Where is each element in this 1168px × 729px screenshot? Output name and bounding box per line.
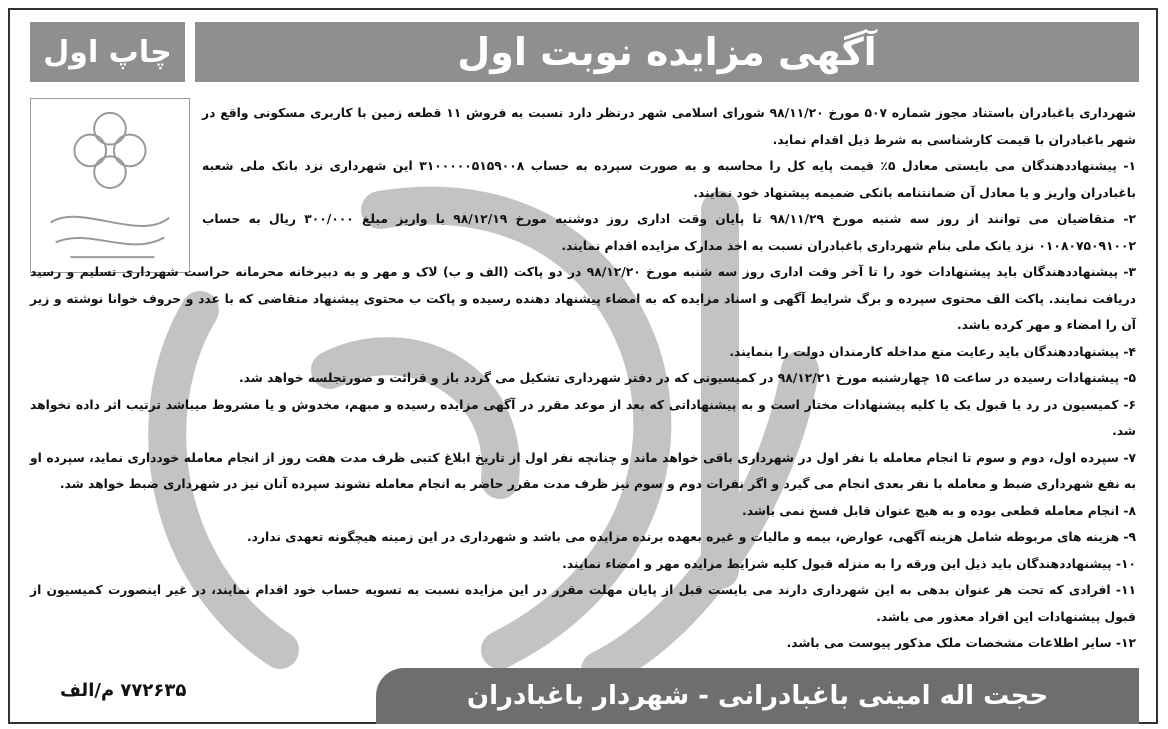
- intro-paragraph: شهرداری باغبادران باستناد مجوز شماره ۵۰۷ مورخ ۹۸/۱۱/۲۰ شورای اسلامی شهر درنظر دارد نسبت به فروش ۱۱ قطعه زمین با کاربری مسکونی واقع در شهر باغبادران با قیمت کارشناسی به شرط ذیل اقدام نماید.: [202, 106, 1136, 147]
- headline: آگهی مزایده نوبت اول: [457, 30, 877, 74]
- condition-11: ۱۱- افرادی که تحت هر عنوان بدهی به این شهرداری دارند می بایست قبل از پایان مهلت مقرر در این مزایده نسبت به تسویه حساب خود اقدام نمایند، در غیر اینصورت کمیسیون از قبول پیشنهادات این افراد معذور می باشد.: [30, 583, 1136, 624]
- condition-3: ۳- پیشنهاددهندگان باید پیشنهادات خود را تا آخر وقت اداری روز سه شنبه مورخ ۹۸/۱۲/۲۰ در دو پاکت (الف و ب) لاک و مهر و به دبیرخانه محرمانه حراست شهرداری تسلیم و رسید دریافت نمایند. پاکت الف محتوی سپرده و برگ شرایط آگهی و اسناد مزایده که به امضاء پیشنهاد دهنده رسیده و پاکت ب محتوی پیشنهاد متقاضی که با عدد و حروف خوانا نوشته و زیر آن را امضاء و مهر کرده باشد.: [30, 265, 1137, 332]
- condition-4: ۴- پیشنهاددهندگان باید رعایت منع مداخله کارمندان دولت را بنمایند.: [729, 344, 1136, 359]
- condition-12: ۱۲- سایر اطلاعات مشخصات ملک مذکور پیوست می باشد.: [786, 636, 1136, 650]
- condition-9: ۹- هزینه های مربوطه شامل هزینه آگهی، عوارض، بیمه و مالیات و غیره بعهده برنده مزایده می باشد و شهرداری در این زمینه هیچگونه تعهدی ندارد.: [246, 530, 1136, 544]
- print-label-box: [30, 22, 185, 82]
- condition-10: ۱۰- پیشنهاددهندگان باید ذیل این ورقه را به منزله قبول کلیه شرایط مزایده مهر و امضاء نمایند.: [562, 556, 1136, 571]
- print-label: چاپ اول: [43, 34, 172, 70]
- condition-1: ۱- پیشنهاددهندگان می بایستی معادل ۵٪ قیمت پایه کل را محاسبه و به صورت سپرده به حساب ۳۱۰۰۰۰۰۵۱۵۹۰۰۸ این شهرداری نزد بانک ملی شعبه باغبادران واریز و یا معادل آن ضمانتنامه بانکی ضمیمه پیشنهاد خود نمایند.: [202, 159, 1137, 200]
- ad-code: ۷۷۲۶۳۵ م/الف: [60, 680, 187, 701]
- headline-bar: [195, 22, 1139, 82]
- signature: حجت اله امینی باغبادرانی - شهردار باغبادران: [466, 681, 1049, 711]
- condition-5: ۵- پیشنهادات رسیده در ساعت ۱۵ چهارشنبه مورخ ۹۸/۱۲/۲۱ در کمیسیونی که در دفتر شهرداری تشکیل می گردد باز و قرائت و صورتجلسه خواهد شد.: [239, 371, 1136, 385]
- condition-6: ۶- کمیسیون در رد یا قبول یک یا کلیه پیشنهادات مختار است و به پیشنهاداتی که بعد از موعد مقرر در آگهی مزایده رسیده و مبهم، مخدوش و یا مشروط میباشد ترتیب اثر داده نخواهد شد.: [30, 397, 1136, 438]
- signature-bar: [376, 668, 1139, 724]
- ad-body: [30, 100, 1136, 657]
- condition-2: ۲- متقاضیان می توانند از روز سه شنبه مورخ ۹۸/۱۱/۲۹ تا پایان وقت اداری روز دوشنبه مورخ ۹۸/۱۲/۱۹ با واریز مبلغ ۳۰۰/۰۰۰ ریال به حساب ۰۱۰۸۰۷۵۰۹۱۰۰۲ نزد بانک ملی بنام شهرداری باغبادران نسبت به اخذ مدارک مزایده اقدام نمایند.: [202, 212, 1136, 253]
- condition-7: ۷- سپرده اول، دوم و سوم تا انجام معامله با نفر اول در شهرداری باقی خواهد ماند و چنانچه نفر اول از تاریخ ابلاغ کتبی ظرف مدت هفت روز از انجام معامله خودداری نماید، سپرده او به نفع شهرداری ضبط و معامله با نفر بعدی انجام می گیرد و اگر نفرات دوم و سوم نیز ظرف مدت مقرر حاضر به انجام معامله نشوند سپرده آنان نیز در شهرداری ضبط خواهد شد.: [30, 450, 1136, 491]
- condition-8: ۸- انجام معامله قطعی بوده و به هیچ عنوان قابل فسخ نمی باشد.: [742, 503, 1136, 518]
